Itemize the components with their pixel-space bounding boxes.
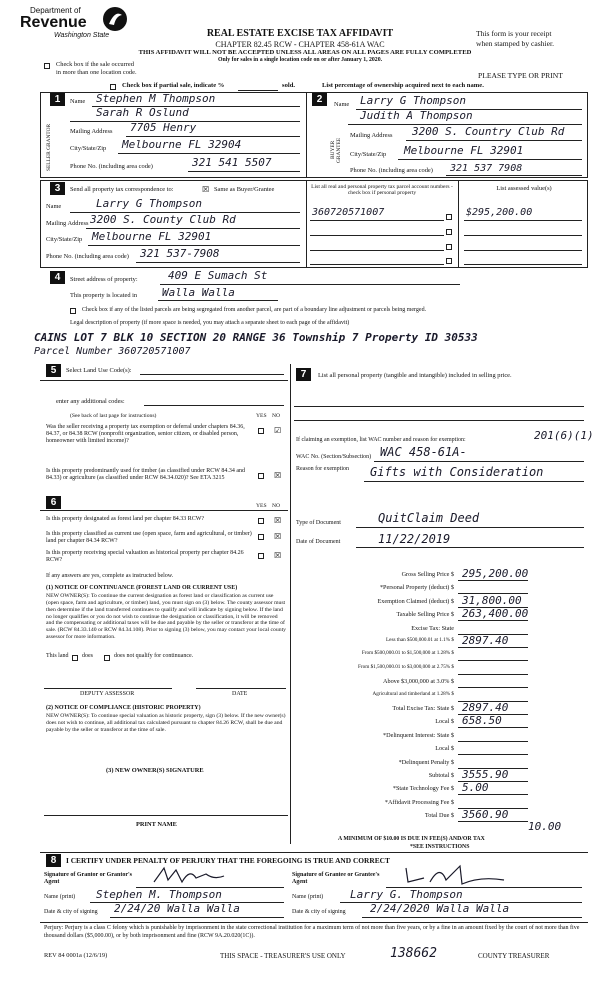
sec3-city[interactable]: Melbourne FL 32901 (92, 230, 212, 243)
does-not-checkbox[interactable] (104, 654, 110, 661)
buyer-phone-line (446, 175, 582, 176)
legal-line-2[interactable]: Parcel Number 360720571007 (34, 346, 191, 357)
tax-row-label: From $500,000.01 to $1,500,000 at 1.28% $ (361, 650, 454, 657)
same-as-checkbox[interactable]: ☒ (202, 185, 210, 194)
tax-row-label: Taxable Selling Price $ (396, 611, 454, 619)
deputy-date-line[interactable] (196, 688, 286, 689)
buyer-side-label: BUYER GRANTEE (330, 137, 343, 163)
tax-row-label: Local $ (435, 745, 454, 753)
section-6-badge: 6 (46, 496, 61, 509)
sec6-q3: Is this property receiving special valuation as historical property per chapter 84.26 RCW? (46, 550, 244, 563)
form-rev: REV 84 0001a (12/6/19) (44, 952, 108, 959)
section-4-badge: 4 (50, 271, 65, 284)
tax-row-line (458, 687, 528, 688)
form-warning: THIS AFFIDAVIT WILL NOT BE ACCEPTED UNLESS ALL AREAS ON ALL PAGES ARE FULLY COMPLETED (138, 49, 472, 56)
sec6-top-line (40, 510, 288, 511)
deputy-date-label: DATE (232, 691, 248, 697)
tax-row-value[interactable]: 3555.90 (462, 768, 509, 781)
tax-row-label: Less than $500,000.01 at 1.1% $ (385, 637, 454, 643)
section-5-badge: 5 (46, 364, 61, 377)
seller-name-2[interactable]: Sarah R Oslund (96, 106, 189, 119)
buyer-name-label: Name (334, 101, 350, 108)
yes-header-5: YES (256, 413, 267, 419)
doc-date-value[interactable]: 11/22/2019 (378, 532, 451, 546)
sec3-mail-label: Mailing Address (46, 220, 89, 227)
exemption-code[interactable]: 201(6)(1) (534, 429, 594, 442)
legal-line-1[interactable]: CAINS LOT 7 BLK 10 SECTION 20 RANGE 36 Township 7 Property ID 30533 (34, 331, 478, 344)
grantee-name[interactable]: Larry G. Thompson (350, 888, 463, 901)
located-label: This property is located in (70, 292, 138, 299)
multi-location-label-2: in more than one location code. (56, 69, 137, 76)
seller-mail[interactable]: 7705 Henry (130, 121, 197, 134)
grantor-signature[interactable] (150, 864, 230, 888)
seller-phone[interactable]: 321 541 5507 (192, 156, 272, 169)
perjury-top-line (40, 922, 588, 923)
grantor-date[interactable]: 2/24/20 Walla Walla (114, 902, 240, 915)
partial-pct-line[interactable] (238, 90, 278, 91)
tax-row-label: Total Excise Tax: State $ (392, 705, 454, 712)
sec3-phone-line (136, 262, 300, 263)
section-7-badge: 7 (296, 368, 311, 381)
no-header-6: NO (272, 503, 281, 509)
sec3-name-label: Name (46, 203, 62, 210)
tax-row-label: Above $3,000,000 at 3.0% $ (383, 678, 454, 686)
tax-row-label: Excise Tax: State (411, 624, 454, 632)
tax-row-line (458, 674, 528, 675)
grantee-signature[interactable] (400, 862, 510, 888)
tax-row-label: Gross Selling Price $ (401, 571, 454, 578)
street-label: Street address of property: (70, 276, 138, 283)
grantor-date-label: Date & city of signing (44, 909, 98, 915)
section-3-divider (306, 180, 307, 268)
sec3-phone-label: Phone No. (including area code) (46, 253, 129, 260)
notice1-title: (1) NOTICE OF CONTINUANCE (FOREST LAND OR CURRENT USE) (46, 585, 238, 591)
parcel-line-3 (310, 250, 444, 251)
tax-row-label: *Affidavit Processing Fee $ (384, 798, 454, 806)
seller-phone-line (188, 171, 300, 172)
grantee-date-label: Date & city of signing (292, 909, 346, 915)
dept-of: Department of (30, 6, 81, 15)
assessed-header: List assessed value(s) (496, 185, 552, 192)
assessed-line-1 (464, 220, 582, 221)
assessed-value-1[interactable]: $295,200.00 (466, 207, 533, 218)
reason-label: Reason for exemption (296, 466, 349, 472)
sec5-q1: Was the seller receiving a property tax exemption or deferral under chapters 84.36, 84.37, or 84.38 RCW (nonprofit organization, senior citizen, or disabled person, homeowner with limited income)? (46, 424, 245, 444)
sig3-label: (3) NEW OWNER(S) SIGNATURE (106, 767, 204, 774)
sec5-q1-yes[interactable] (258, 427, 264, 434)
yes-header-6: YES (256, 503, 267, 509)
seller-mail-line (126, 136, 300, 137)
tax-row-line (458, 660, 528, 661)
assessed-line-3 (464, 250, 582, 251)
receipt-number: 138662 (390, 946, 437, 961)
buyer-city-label: City/State/Zip (350, 151, 387, 158)
doc-type-line (356, 527, 584, 528)
parcel-line-2 (310, 235, 444, 236)
print-name-line[interactable] (44, 815, 288, 816)
see-instructions: *SEE INSTRUCTIONS (410, 844, 470, 850)
section-3-badge: 3 (50, 182, 65, 195)
land-use-code-field[interactable] (140, 374, 284, 375)
sec6-q1: Is this property designated as forest land per chapter 84.33 RCW? (46, 516, 205, 522)
buyer-mail[interactable]: 3200 S. Country Club Rd (412, 125, 565, 138)
sec6-q1-no[interactable]: ☒ (274, 516, 282, 525)
grantor-date-line (110, 917, 284, 918)
sec3-mail[interactable]: 3200 S. County Club Rd (90, 213, 236, 226)
sec8-top-line (40, 852, 588, 853)
tax-row-label: Exemption Claimed (deduct) $ (377, 597, 454, 605)
select-land-label: Select Land Use Code(s): (66, 367, 132, 374)
seller-side-label: SELLER GRANTOR (46, 123, 52, 171)
parcel-1-personal-checkbox[interactable] (446, 213, 452, 220)
sec6-q2: Is this property classified as current use (open space, farm and agricultural, or timber) land per chapter 84.34 RCW? (46, 531, 252, 544)
tax-row-value[interactable]: 5.00 (462, 781, 489, 795)
parcel-header: List all real and personal property tax parcel account numbers - check box if personal property (311, 184, 453, 197)
buyer-mail-label: Mailing Address (350, 132, 393, 139)
tax-row-label: *Personal Property (deduct) $ (379, 584, 454, 592)
seller-name-label: Name (70, 98, 86, 105)
sec7-left-border (290, 364, 291, 844)
sales-note: Only for sales in a single location code on or after January 1, 2020. (217, 57, 383, 63)
multi-location-checkbox[interactable] (44, 62, 50, 69)
tax-row-label: *Delinquent Interest: State $ (383, 731, 454, 739)
legal-label: Legal description of property (if more space is needed, you may attach a separate sheet to each page of the affidavit) (70, 320, 350, 326)
wac-line (374, 461, 584, 462)
receipt-note-1: This form is your receipt (476, 29, 552, 38)
sec5-top-line (40, 380, 288, 381)
section-1-badge: 1 (50, 93, 65, 106)
located-line (158, 300, 278, 301)
if-yes-note: If any answers are yes, complete as instructed below. (46, 573, 174, 579)
certify-text: I CERTIFY UNDER PENALTY OF PERJURY THAT THE FOREGOING IS TRUE AND CORRECT (66, 856, 390, 865)
tax-row-label: Total Due $ (424, 812, 454, 820)
seller-name-1[interactable]: Stephen M Thompson (96, 92, 216, 105)
does-not-label: does not qualify for continuance. (114, 653, 194, 659)
located-value[interactable]: Walla Walla (162, 286, 235, 299)
partial-sale-label: Check box if partial sale, indicate % (122, 82, 225, 89)
deputy-sig-line[interactable] (44, 688, 172, 689)
list-personal-label: List all personal property (tangible and intangible) included in selling price. (318, 372, 512, 379)
section-divider (306, 92, 307, 178)
sec5-q2-yes[interactable] (258, 472, 264, 479)
sec3-name[interactable]: Larry G Thompson (96, 197, 202, 210)
additional-codes-label: enter any additional codes: (56, 398, 125, 405)
print-name-label: PRINT NAME (136, 821, 177, 828)
sec3-mail-line (86, 228, 300, 229)
street-address[interactable]: 409 E Sumach St (168, 269, 268, 282)
buyer-phone[interactable]: 321 537 7908 (450, 163, 523, 174)
tax-row-line (458, 741, 528, 742)
tax-row-value[interactable]: 263,400.00 (462, 607, 529, 621)
tax-row-value[interactable]: 2897.40 (462, 701, 509, 714)
sec6-q2-yes[interactable] (258, 533, 264, 540)
list-pct-label: List percentage of ownership acquired next to each name. (322, 82, 484, 89)
revenue-logo-icon (102, 6, 128, 32)
wac-value[interactable]: WAC 458-61A- (380, 445, 467, 459)
parcel-number-1[interactable]: 360720571007 (312, 207, 385, 218)
grantee-date-line (362, 917, 582, 918)
revenue-logo-text: Revenue (20, 14, 87, 31)
tax-row-label: From $1,500,000.01 to $3,000,000 at 2.75% $ (358, 663, 454, 670)
sec3-phone[interactable]: 321 537-7908 (140, 247, 220, 260)
sec5-q2: Is this property predominantly used for timber (as classified under RCW 84.34 and 84.33) or agriculture (as classified under RCW 84.34.020)? See ETA 3215 (46, 468, 246, 481)
reason-line (364, 481, 584, 482)
doc-type-value[interactable]: QuitClaim Deed (378, 511, 480, 525)
form-chapter: CHAPTER 82.45 RCW - CHAPTER 458-61A WAC (215, 40, 385, 49)
parcel-4-personal-checkbox[interactable] (446, 257, 452, 264)
buyer-mail-line (406, 140, 582, 141)
tax-row-value[interactable]: 31,800.00 (462, 593, 522, 607)
segregated-checkbox[interactable] (70, 307, 76, 314)
grantee-sig-label: Signature of Grantee or Grantee's Agent (292, 872, 380, 885)
does-label: does (82, 653, 93, 659)
notice1-body: NEW OWNER(S): To continue the current designation as forest land or classification as current use (open space, farm and agriculture, or timber) land, you must sign on (3) below. The county assessor must then determine if the land transferred continues to qualify and will indicate by signing below. If the land no longer qualifies or you do not wish to continue the designation or classification, it will be removed and the compensating or additional taxes will be due and payable by the seller or transferor at the time of sale. (RCW 84.33.140 or RCW 84.34.108). Prior to signing (3) below, you may contact your local county assessor for more information. (46, 593, 286, 641)
grantee-name-label: Name (print) (292, 894, 324, 900)
buyer-city[interactable]: Melbourne FL 32901 (404, 144, 524, 157)
treasurer-use: THIS SPACE - TREASURER'S USE ONLY (220, 952, 346, 960)
tax-row-label: *Delinquent Penalty $ (398, 758, 454, 766)
personal-line-2 (294, 420, 584, 421)
multi-location-label: Check box if the sale occurred (56, 61, 134, 68)
does-checkbox[interactable] (72, 654, 78, 661)
tax-row-value[interactable]: 2897.40 (462, 634, 509, 647)
buyer-name-1[interactable]: Larry G Thompson (360, 94, 466, 107)
receipt-note-2: when stamped by cashier. (476, 39, 555, 48)
tax-row-label: *State Technology Fee $ (392, 785, 454, 793)
sec5-q2-no[interactable]: ☒ (274, 471, 282, 480)
sold-label: sold. (282, 82, 296, 89)
exemption-label: If claiming an exemption, list WAC number and reason for exemption: (296, 437, 466, 443)
sec3-city-label: City/State/Zip (46, 236, 83, 243)
doc-date-line (356, 547, 584, 548)
buyer-phone-label: Phone No. (including area code) (350, 167, 433, 174)
sec5-q1-no[interactable]: ☑ (274, 426, 282, 435)
sec6-q3-no[interactable]: ☒ (274, 551, 282, 560)
assessed-line-2 (464, 235, 582, 236)
parcel-3-personal-checkbox[interactable] (446, 243, 452, 250)
seller-city-line (118, 153, 300, 154)
total-extra-value[interactable]: 10.00 (528, 820, 562, 833)
section-2-badge: 2 (312, 93, 327, 106)
grantee-date[interactable]: 2/24/2020 Walla Walla (370, 902, 510, 915)
county-treasurer: COUNTY TREASURER (478, 952, 550, 960)
please-type: PLEASE TYPE OR PRINT (478, 71, 563, 80)
seller-mail-label: Mailing Address (70, 128, 113, 135)
parcel-2-personal-checkbox[interactable] (446, 228, 452, 235)
grantor-name[interactable]: Stephen M. Thompson (96, 888, 222, 901)
section-8-badge: 8 (46, 854, 61, 867)
seller-city[interactable]: Melbourne FL 32904 (122, 138, 242, 151)
tax-row-value[interactable]: 3560.90 (462, 808, 509, 822)
tax-row-value[interactable]: 658.50 (462, 714, 502, 728)
partial-sale-checkbox[interactable] (110, 83, 116, 90)
this-land-label: This land (46, 653, 69, 659)
parcel-line-4 (310, 264, 444, 265)
section-3-divider-2 (458, 180, 459, 268)
doc-type-label: Type of Document (296, 520, 341, 526)
personal-line-1 (294, 406, 584, 407)
tax-row-label: Subtotal $ (428, 772, 454, 779)
buyer-name-2[interactable]: Judith A Thompson (360, 109, 473, 122)
no-header-5: NO (272, 413, 281, 419)
notice2-title: (2) NOTICE OF COMPLIANCE (HISTORIC PROPERTY) (46, 705, 201, 711)
doc-date-label: Date of Document (296, 539, 341, 545)
street-line (160, 284, 460, 285)
sec6-q1-yes[interactable] (258, 517, 264, 524)
segregated-label: Check box if any of the listed parcels are being segregated from another parcel, are part of a boundary line adjustment or parcels being merged. (82, 307, 427, 313)
grantor-name-label: Name (print) (44, 894, 76, 900)
perjury-text: Perjury: Perjury is a class C felony which is punishable by imprisonment in the state correctional institution for a maximum term of not more than five years, or by a fine in an amount fixed by the court of not more than five thousand dollars ($5,000.00), or by both imprisonment and fine (RCW 9A.20.020(1C)). (44, 925, 580, 939)
form-title: REAL ESTATE EXCISE TAX AFFIDAVIT (206, 28, 394, 39)
see-back: (See back of last page for instructions) (70, 413, 157, 419)
send-correspondence-label: Send all property tax correspondence to: (70, 186, 174, 193)
tax-row-label: Local $ (435, 718, 454, 726)
sec6-q2-no[interactable]: ☒ (274, 532, 282, 541)
assessed-line-4 (464, 264, 582, 265)
deputy-label: DEPUTY ASSESSOR (80, 691, 135, 697)
tax-row-label: Agricultural and timberland at 1.28% $ (372, 690, 454, 697)
buyer-city-line (398, 159, 582, 160)
seller-city-label: City/State/Zip (70, 145, 107, 152)
minimum-note: A MINIMUM OF $10.00 IS DUE IN FEE(S) AND/OR TAX (338, 836, 485, 842)
same-as-label: Same as Buyer/Grantee (214, 186, 275, 193)
tax-row-line (458, 754, 528, 755)
parcel-line-1 (310, 220, 444, 221)
state-name: Washington State (54, 32, 110, 39)
sec3-city-line (88, 245, 300, 246)
wac-label: WAC No. (Section/Subsection) (296, 454, 372, 460)
sec6-q3-yes[interactable] (258, 552, 264, 559)
reason-value[interactable]: Gifts with Consideration (370, 465, 544, 479)
notice2-body: NEW OWNER(S): To continue special valuation as historic property, sign (3) below. If the new owner(s) does not wish to continue, all additional tax calculated pursuant to chapter 84.26 RCW, shall be due and payable by the seller or transferor at the time of sale. (46, 713, 286, 733)
additional-codes-field[interactable] (144, 405, 284, 406)
seller-phone-label: Phone No. (including area code) (70, 163, 153, 170)
tax-row-value[interactable]: 295,200.00 (462, 567, 529, 580)
grantor-sig-label: Signature of Grantor or Grantor's Agent (44, 872, 132, 885)
